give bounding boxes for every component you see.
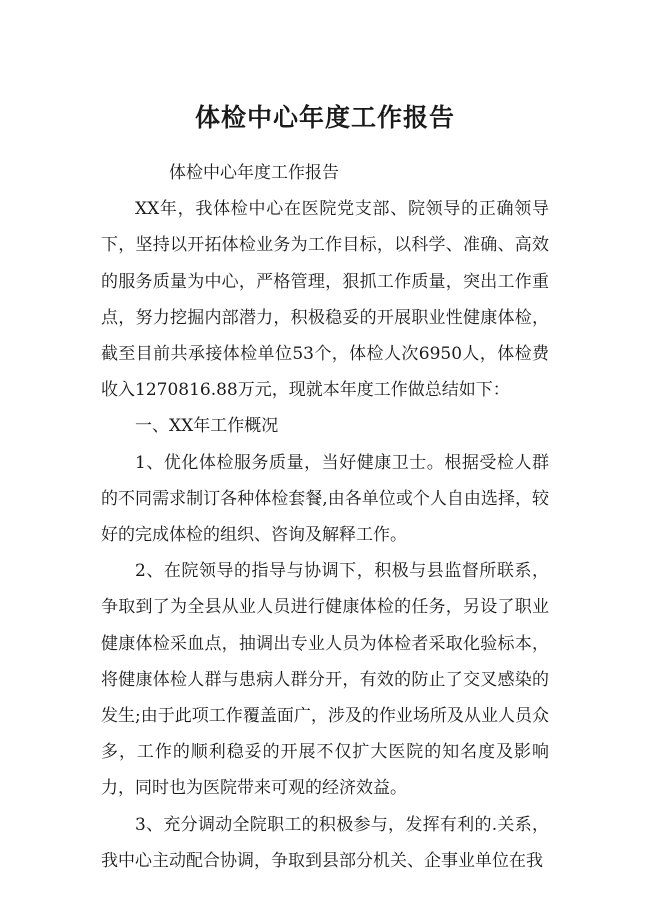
- paragraph-item-2: 2、在院领导的指导与协调下，积极与县监督所联系，争取到了为全县从业人员进行健康体检的任务，另设了职业健康体检采血点，抽调出专业人员为体检者采取化验标本，将健康体检人群与患病人群分开，有效的防止了交叉感染的发生;由于此项工作覆盖面广，涉及的作业场所及从业人员众多，工作的顺利稳妥的开展不仅扩大医院的知名度及影响力，同时也为医院带来可观的经济效益。: [101, 561, 549, 799]
- paragraph-item-1: 1、优化体检服务质量，当好健康卫士。根据受检人群的不同需求制订各种体检套餐,由各单位或个人自由选择，较好的完成体检的组织、咨询及解释工作。: [101, 452, 549, 546]
- document-body: [101, 155, 549, 879]
- intro-paragraph: XX年，我体检中心在医院党支部、院领导的正确领导下，坚持以开拓体检业务为工作目标，以科学、准确、高效的服务质量为中心，严格管理，狠抓工作质量，突出工作重点，努力挖掘内部潜力，积极稳妥的开展职业性健康体检，截至目前共承接体检单位53个，体检人次6950人，体检费收入1270816.88万元，现就本年度工作做总结如下：: [101, 199, 549, 401]
- section-heading: 一、XX年工作概况: [135, 416, 279, 437]
- paragraph-item-3: 3、充分调动全院职工的积极参与，发挥有利的.关系，我中心主动配合协调，争取到县部分机关、企事业单位在我: [101, 814, 549, 871]
- document-title: 体检中心年度工作报告: [194, 103, 455, 132]
- document-subtitle: 体检中心年度工作报告: [169, 163, 339, 183]
